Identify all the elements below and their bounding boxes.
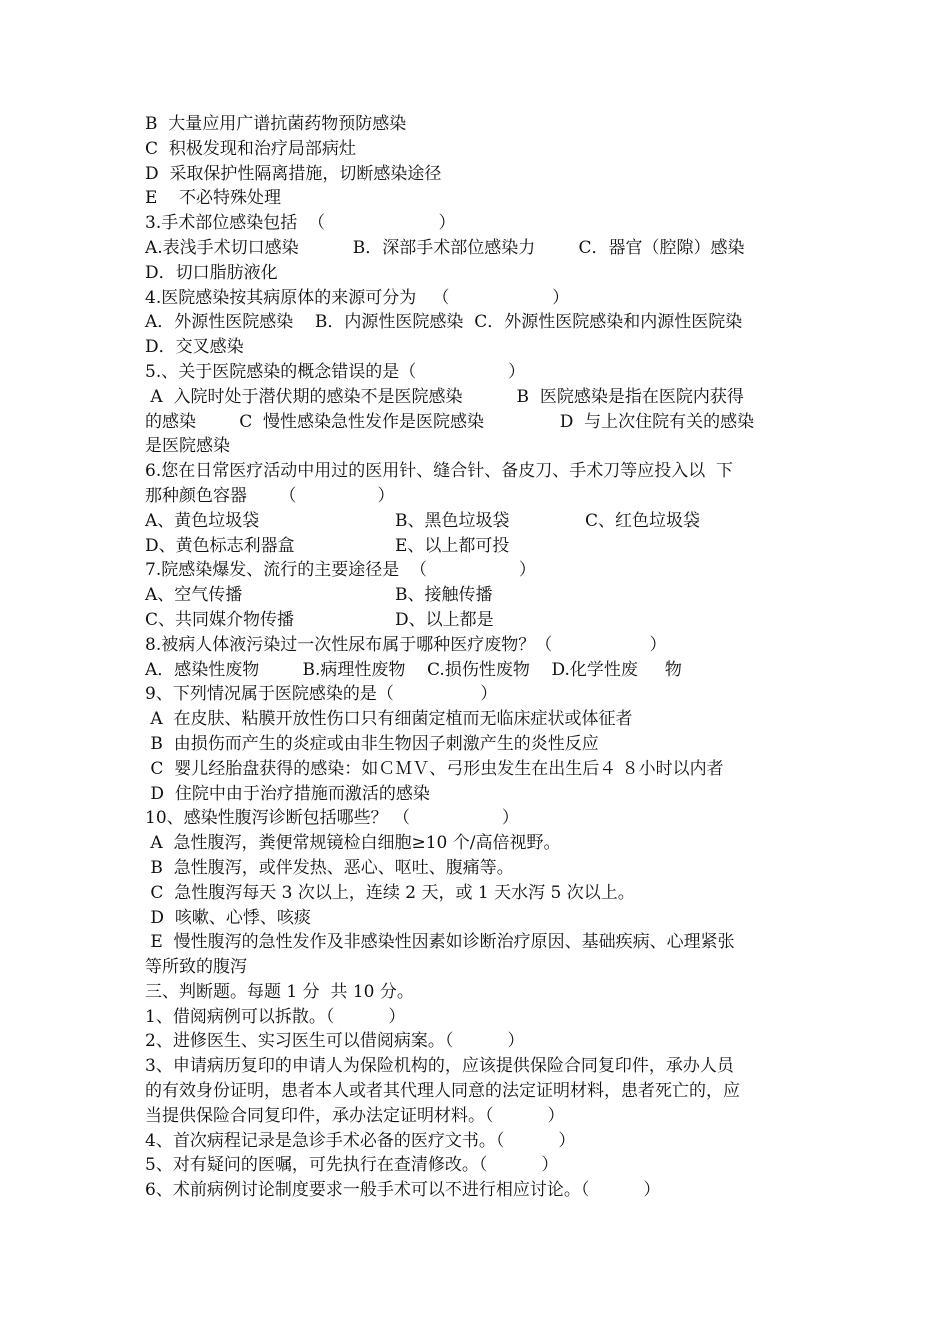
option-line: A．外源性医院感染 B．内源性医院感染 C．外源性医院感染和内源性医院染	[145, 312, 743, 333]
option-line: D．交叉感染	[145, 337, 244, 358]
question-line: 5.、关于医院感染的概念错误的是（ ）	[145, 361, 526, 382]
question-line: 9、下列情况属于医院感染的是（ ）	[145, 684, 498, 705]
question-line: 的有效身份证明，患者本人或者其代理人同意的法定证明材料，患者死亡的，应	[145, 1081, 740, 1102]
option-cell: D、以上都是	[395, 609, 494, 630]
option-cell: D、黄色标志利器盒	[145, 535, 295, 556]
option-line: B 大量应用广谱抗菌药物预防感染	[145, 114, 407, 134]
option-line: A 急性腹泻，粪便常规镜检白细胞≥10 个/高倍视野。	[145, 833, 561, 854]
option-row	[145, 608, 810, 633]
option-line: B 急性腹泻，或伴发热、恶心、呕吐、腹痛等。	[145, 857, 514, 878]
option-cell: A、黄色垃圾袋	[145, 510, 260, 531]
question-line: 5、对有疑问的医嘱，可先执行在查清修改。（ ）	[145, 1155, 559, 1176]
option-line: D 住院中由于治疗措施而激活的感染	[145, 783, 430, 804]
option-line: D 咳嗽、心悸、咳痰	[145, 907, 311, 928]
option-line: D 采取保护性隔离措施，切断感染途径	[145, 163, 442, 184]
question-line: 3.手术部位感染包括 （ ）	[145, 213, 456, 234]
section-heading: 三、判断题。每题 1 分 共 10 分。	[145, 981, 414, 1002]
option-cell: A、空气传播	[145, 585, 243, 606]
option-cell: B、黑色垃圾袋	[395, 510, 510, 531]
question-line: 当提供保险合同复印件，承办法定证明材料。（ ）	[145, 1105, 565, 1126]
option-line: 是医院感染	[145, 436, 230, 457]
question-line: 4、首次病程记录是急诊手术必备的医疗文书。（ ）	[145, 1130, 576, 1151]
option-line: A 入院时处于潜伏期的感染不是医院感染 B 医院感染是指在医院内获得	[145, 386, 744, 407]
option-cell: E、以上都可投	[395, 535, 510, 556]
question-line: 8.被病人体液污染过一次性尿布属于哪种医疗废物？（ ）	[145, 634, 667, 655]
option-line: C 急性腹泻每天 3 次以上，连续 2 天，或 1 天水泻 5 次以上。	[145, 882, 635, 903]
option-row	[145, 583, 810, 608]
option-line: C 积极发现和治疗局部病灶	[145, 138, 356, 159]
option-line: A 在皮肤、粘膜开放性伤口只有细菌定植而无临床症状或体征者	[145, 709, 633, 730]
question-line: 3、申请病历复印的申请人为保险机构的，应该提供保险合同复印件，承办人员	[145, 1056, 734, 1077]
question-line: 2、进修医生、实习医生可以借阅病案。（ ）	[145, 1031, 525, 1052]
question-line: 10、感染性腹泻诊断包括哪些？ （ ）	[145, 808, 519, 829]
question-line: 6.您在日常医疗活动中用过的医用针、缝合针、备皮刀、手术刀等应投入以 下	[145, 461, 734, 482]
option-line: C 婴儿经胎盘获得的感染：如ＣＭＶ、弓形虫发生在出生后４ ８小时以内者	[145, 758, 724, 779]
option-cell: B、接触传播	[395, 585, 493, 606]
question-line: 1、借阅病例可以拆散。（ ）	[145, 1006, 406, 1027]
option-line: B 由损伤而产生的炎症或由非生物因子刺激产生的炎性反应	[145, 733, 599, 754]
option-line: 的感染 C 慢性感染急性发作是医院感染 D 与上次住院有关的感染	[145, 411, 755, 432]
option-row	[145, 534, 810, 559]
option-row	[145, 509, 810, 534]
option-cell: C、红色垃圾袋	[585, 510, 701, 531]
option-line: 等所致的腹泻	[145, 957, 247, 978]
option-line: D．切口脂肪液化	[145, 262, 278, 283]
option-line: E 不必特殊处理	[145, 188, 282, 209]
option-line: A.表浅手术切口感染 B．深部手术部位感染力 C．器官（腔隙）感染	[145, 237, 745, 258]
question-line: 7.院感染爆发、流行的主要途径是 （ ）	[145, 560, 536, 581]
question-line: 4.医院感染按其病原体的来源可分为 （ ）	[145, 287, 570, 308]
question-line: 那种颜色容器 （ ）	[145, 485, 395, 506]
option-line: E 慢性腹泻的急性发作及非感染性因素如诊断治疗原因、基础疾病、心理紧张	[145, 932, 735, 953]
question-line: 6、术前病例讨论制度要求一般手术可以不进行相应讨论。（ ）	[145, 1180, 661, 1201]
document-page	[145, 112, 810, 1203]
option-cell: C、共同媒介物传播	[145, 609, 295, 630]
option-line: A．感染性废物 B.病理性废物 C.损伤性废物 D.化学性废 物	[145, 659, 682, 680]
